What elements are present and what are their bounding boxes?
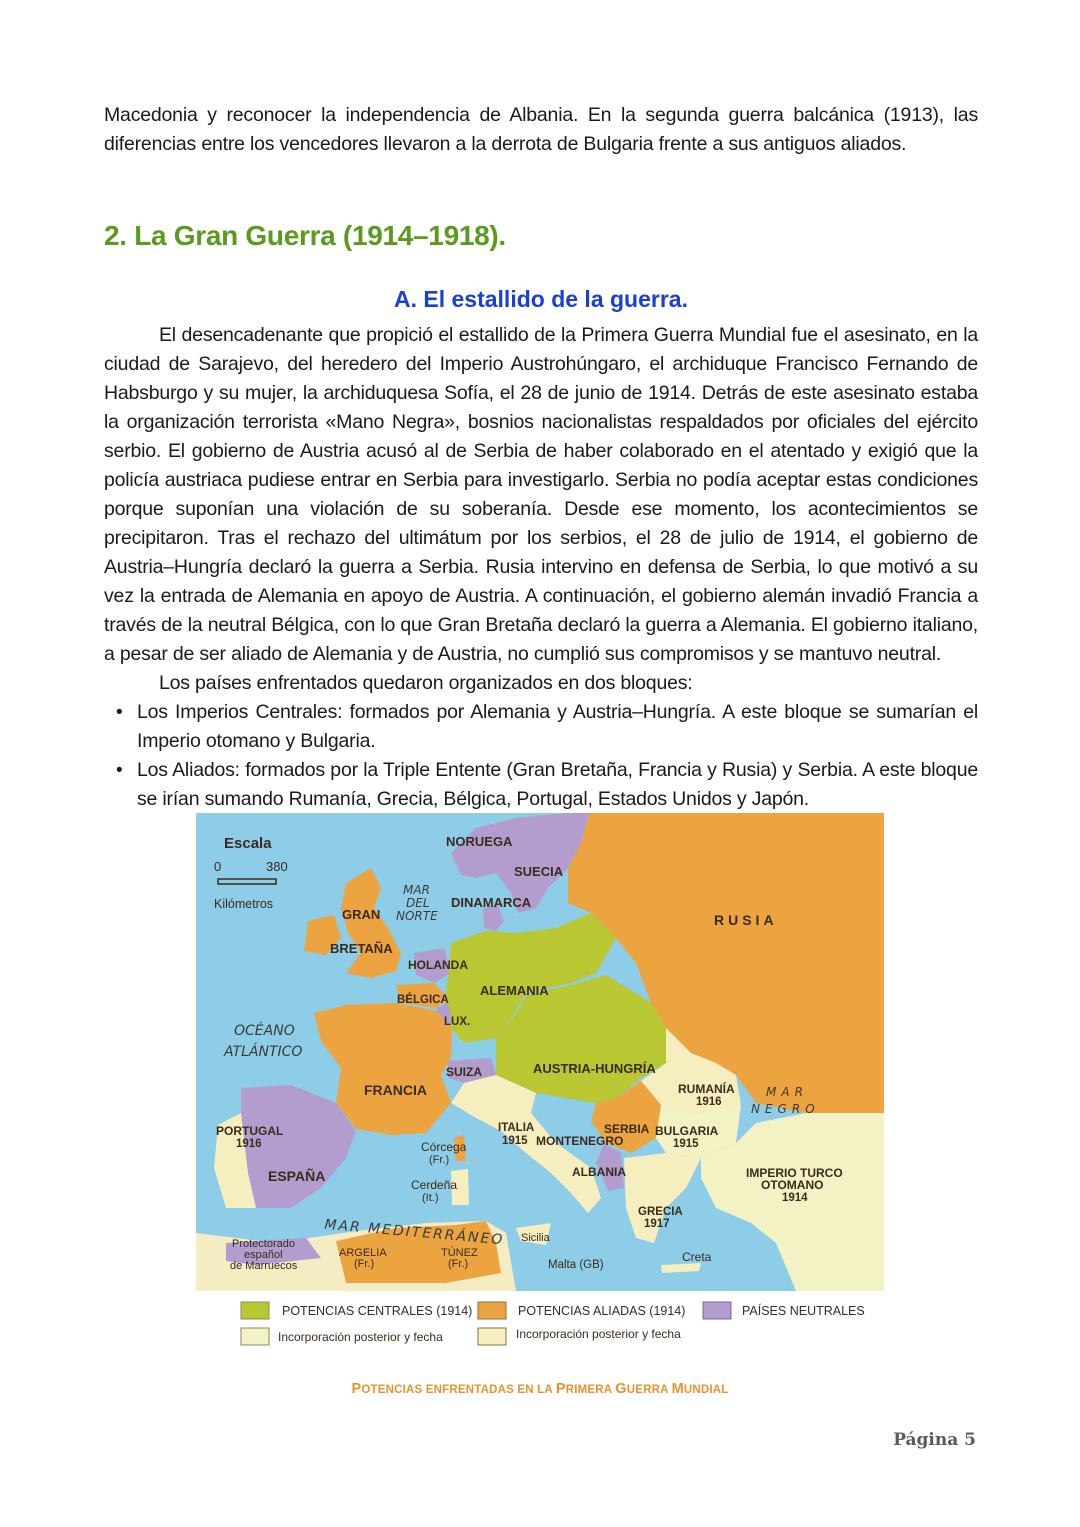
label-mar-norte-3: NORTE	[396, 909, 438, 923]
label-rusia: RUSIA	[714, 912, 778, 928]
label-italia: ITALIA	[498, 1122, 535, 1134]
map-scale-max: 380	[266, 859, 288, 874]
legend-aliadas: POTENCIAS ALIADAS (1914)	[518, 1304, 686, 1318]
label-noruega: NORUEGA	[446, 834, 513, 849]
label-mar-negro-1: MAR	[766, 1085, 808, 1099]
label-corcega-fr: (Fr.)	[429, 1154, 450, 1166]
section-title: 2. La Gran Guerra (1914–1918).	[104, 220, 506, 251]
subsection-title: A. El estallido de la guerra.	[394, 286, 688, 312]
legend-incorp-centrales: Incorporación posterior y fecha	[278, 1330, 443, 1344]
label-protectorado-3: de Marruecos	[230, 1260, 298, 1272]
label-montenegro: MONTENEGRO	[536, 1134, 624, 1148]
label-atlantico: ATLÁNTICO	[224, 1044, 303, 1060]
label-rumania: RUMANÍA	[678, 1082, 735, 1096]
label-portugal: PORTUGAL	[216, 1124, 284, 1138]
label-sicilia: Sicilia	[521, 1232, 550, 1244]
label-cerdena-it: (It.)	[422, 1192, 439, 1204]
label-italia-year: 1915	[502, 1135, 528, 1147]
map-legend	[196, 1291, 884, 1358]
map-caption: POTENCIAS ENFRENTADAS EN LA PRIMERA GUERRA MUNDIAL	[351, 1381, 729, 1397]
label-serbia: SERBIA	[604, 1122, 650, 1136]
europe-map	[196, 813, 884, 1358]
label-grecia: GRECIA	[638, 1206, 683, 1218]
label-mar-mediterraneo: MAR MEDITERRÁNEO	[323, 1216, 505, 1249]
intro-paragraph: Macedonia y reconocer la independencia de Albania. En la segunda guerra balcánica (1913), las diferencias entre los vencedores llevaron a la derrota de Bulgaria frente a sus antiguos aliados.	[104, 104, 978, 155]
bloc-list	[104, 698, 978, 814]
legend-neutrales: PAÍSES NEUTRALES	[742, 1304, 865, 1318]
legend-swatch-neutrales	[703, 1302, 731, 1319]
label-suecia: SUECIA	[514, 864, 564, 879]
label-corcega: Córcega	[421, 1140, 467, 1154]
label-holanda: HOLANDA	[408, 958, 468, 972]
list-item	[104, 698, 978, 756]
label-alemania: ALEMANIA	[480, 983, 549, 998]
label-mar-norte-1: MAR	[403, 883, 430, 897]
label-albania: ALBANIA	[572, 1165, 626, 1179]
label-gran: GRAN	[342, 907, 381, 922]
body-block	[104, 321, 978, 814]
label-bretana: BRETAÑA	[330, 941, 393, 956]
label-austria-hungria: AUSTRIA-HUNGRÍA	[533, 1061, 656, 1076]
label-imperio-1: IMPERIO TURCO	[746, 1166, 843, 1180]
label-mar-norte-2: DEL	[406, 896, 430, 910]
label-grecia-year: 1917	[644, 1218, 670, 1230]
legend-incorp-aliadas: Incorporación posterior y fecha	[516, 1327, 681, 1341]
bullet-icon: •	[116, 760, 123, 781]
list-item-text: Los Imperios Centrales: formados por Alemania y Austria–Hungría. A este bloque se sumarían el Imperio otomano y Bulgaria.	[137, 701, 978, 752]
label-malta: Malta (GB)	[548, 1259, 604, 1271]
paragraph-2: Los países enfrentados quedaron organizados en dos bloques:	[159, 672, 693, 694]
label-lux: LUX.	[444, 1016, 471, 1028]
bullet-icon: •	[116, 702, 123, 723]
label-belgica: BÉLGICA	[397, 994, 449, 1006]
map-scale-unit: Kilómetros	[214, 897, 274, 911]
label-mar-negro-2: NEGRO	[751, 1102, 820, 1116]
label-tunez: TÚNEZ	[441, 1247, 478, 1259]
label-oceano: OCÉANO	[234, 1023, 295, 1039]
label-tunez-fr: (Fr.)	[448, 1258, 469, 1270]
label-argelia: ARGELIA	[339, 1247, 387, 1259]
label-bulgaria-year: 1915	[673, 1138, 699, 1150]
label-bulgaria: BULGARIA	[655, 1124, 719, 1138]
legend-swatch-centrales	[241, 1302, 269, 1319]
page-number: Página 5	[893, 1430, 976, 1450]
list-item	[104, 756, 978, 814]
list-item-text: Los Aliados: formados por la Triple Entente (Gran Bretaña, Francia y Rusia) y Serbia. A este bloque se irían sumando Rumanía, Grecia, Bélgica, Portugal, Estados Unidos y Japón.	[137, 759, 978, 810]
label-protectorado-2: español	[244, 1249, 283, 1261]
legend-swatch-incorp-centrales	[241, 1328, 269, 1345]
label-creta: Creta	[682, 1250, 712, 1264]
paragraph-1: El desencadenante que propició el estallido de la Primera Guerra Mundial fue el asesinato, en la ciudad de Sarajevo, del heredero del Imperio Austrohúngaro, el archiduque Francisco Fernando de Habsburgo y su mujer, la archiduquesa Sofía, el 28 de junio de 1914. Detrás de este asesinato estaba la organización terrorista «Mano Negra», bosnios nacionalistas respaldados por oficiales del ejército serbio. El gobierno de Austria acusó al de Serbia de haber colaborado en el atentado y exigió que la policía austriaca pudiese entrar en Serbia para investigarlo. Serbia no podía aceptar estas condiciones porque suponían una violación de su soberanía. Desde ese momento, los acontecimientos se precipitaron. Tras el rechazo del ultimátum por los serbios, el 28 de julio de 1914, el gobierno de Austria–Hungría declaró la guerra a Serbia. Rusia intervino en defensa de Serbia, lo que motivó a su vez la entrada de Alemania en apoyo de Austria. A continuación, el gobierno alemán invadió Francia a través de la neutral Bélgica, con lo que Gran Bretaña declaró la guerra a Alemania. El gobierno italiano, a pesar de ser aliado de Alemania y de Austria, no cumplió sus compromisos y se mantuvo neutral.	[104, 324, 978, 665]
label-dinamarca: DINAMARCA	[451, 895, 532, 910]
map-scale-zero: 0	[214, 859, 222, 874]
label-portugal-year: 1916	[236, 1138, 262, 1150]
label-protectorado-1: Protectorado	[232, 1238, 295, 1250]
label-francia: FRANCIA	[364, 1082, 427, 1098]
label-imperio-2: OTOMANO	[761, 1178, 824, 1192]
label-suiza: SUIZA	[446, 1065, 482, 1079]
label-argelia-fr: (Fr.)	[354, 1258, 375, 1270]
label-espana: ESPAÑA	[268, 1168, 326, 1184]
label-cerdena: Cerdeña	[411, 1178, 458, 1192]
map-scale-title: Escala	[224, 835, 272, 852]
label-imperio-year: 1914	[782, 1192, 808, 1204]
legend-swatch-aliadas	[478, 1302, 506, 1319]
label-rumania-year: 1916	[696, 1096, 722, 1108]
legend-swatch-incorp-aliadas	[478, 1328, 506, 1345]
legend-centrales: POTENCIAS CENTRALES (1914)	[282, 1304, 473, 1318]
